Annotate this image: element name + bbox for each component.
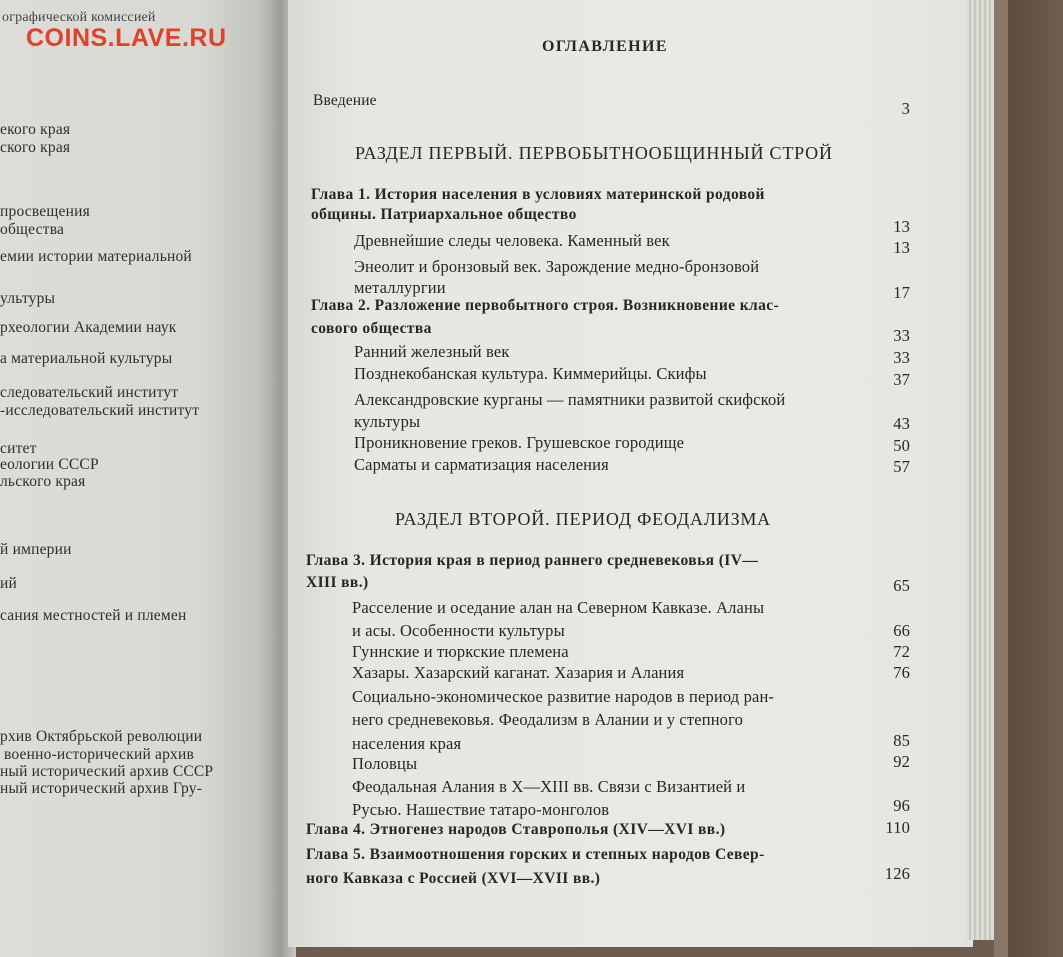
toc-entry: Социально-экономическое развитие народов в период ран- (352, 687, 775, 706)
chapter-3-title: XIII вв.) (306, 574, 369, 591)
toc-page-number: 85 (893, 731, 910, 750)
left-page-line: емии истории материальной (0, 248, 192, 265)
chapter-2-title: сового общества (311, 320, 432, 337)
left-page-line: еологии СССР (0, 456, 99, 473)
watermark-logo: COINS.LAVE.RU (26, 24, 227, 52)
toc-entry: и асы. Особенности культуры (352, 621, 565, 640)
chapter-5-title: Глава 5. Взаимоотношения горских и степных народов Север- (306, 846, 765, 863)
left-page-line: льского края (0, 473, 86, 490)
toc-entry: Позднекобанская культура. Киммерийцы. Скифы (354, 364, 707, 383)
left-page-line: ультуры (0, 290, 56, 307)
left-page-line: ный исторический архив Гру- (0, 780, 203, 797)
left-page-line: рхив Октябрьской революции (0, 728, 203, 745)
chapter-1-title: Глава 1. История населения в условиях материнской родовой (311, 186, 765, 203)
left-page-line: просвещения (0, 203, 90, 220)
left-page-line: й империи (0, 541, 72, 558)
left-page-line: ий (0, 575, 17, 592)
toc-page-number: 126 (884, 864, 910, 883)
toc-page-number: 65 (893, 576, 910, 595)
left-page-line: сания местностей и племен (0, 607, 187, 624)
toc-entry: Половцы (352, 754, 418, 773)
left-page-line: военно-исторический архив (4, 746, 195, 763)
toc-page-number: 17 (893, 283, 910, 302)
left-page-line: следовательский институт (0, 384, 179, 401)
chapter-2-title: Глава 2. Разложение первобытного строя. Возникновение клас- (311, 297, 780, 314)
right-page (288, 0, 973, 947)
toc-page-number: 57 (893, 457, 910, 476)
toc-page-number: 13 (893, 238, 910, 257)
chapter-4-title: Глава 4. Этногенез народов Ставрополья (XIV—XVI вв.) (306, 821, 726, 838)
toc-page-number: 76 (893, 663, 910, 682)
left-page-line: ситет (0, 440, 37, 457)
toc-page-number: 33 (893, 348, 910, 367)
toc-entry: Расселение и оседание алан на Северном Кавказе. Аланы (352, 598, 765, 617)
left-page-line: -исследовательский институт (0, 402, 200, 419)
toc-entry: него средневековья. Феодализм в Алании и у степного (352, 710, 743, 729)
toc-entry: Энеолит и бронзовый век. Зарождение медно-бронзовой (354, 257, 760, 276)
toc-page-number: 13 (893, 217, 910, 236)
toc-page-number: 3 (901, 99, 910, 118)
left-page (0, 0, 280, 957)
page-edges (966, 0, 996, 940)
toc-entry: Хазары. Хазарский каганат. Хазария и Алания (352, 663, 685, 682)
toc-entry: металлургии (354, 278, 446, 297)
toc-page-number: 110 (885, 818, 910, 837)
toc-page-number: 96 (893, 796, 910, 815)
toc-title: ОГЛАВЛЕНИЕ (542, 38, 668, 55)
toc-page-number: 92 (893, 752, 910, 771)
section-heading-1: РАЗДЕЛ ПЕРВЫЙ. ПЕРВОБЫТНООБЩИННЫЙ СТРОЙ (355, 143, 833, 163)
toc-entry: культуры (354, 412, 421, 431)
left-page-line: общества (0, 221, 65, 238)
book-cover-edge (994, 0, 1008, 957)
chapter-3-title: Глава 3. История края в период раннего средневековья (IV— (306, 552, 759, 569)
left-page-line: ный исторический архив СССР (0, 763, 214, 780)
toc-page-number: 50 (893, 436, 910, 455)
toc-page-number: 72 (893, 642, 910, 661)
chapter-5-title: ного Кавказа с Россией (XVI—XVII вв.) (306, 870, 601, 887)
toc-entry: Проникновение греков. Грушевское городище (354, 433, 685, 452)
toc-entry: Сарматы и сарматизация населения (354, 455, 609, 474)
toc-entry: Гуннские и тюркские племена (352, 642, 569, 661)
toc-entry: Древнейшие следы человека. Каменный век (354, 231, 670, 250)
toc-page-number: 37 (893, 370, 910, 389)
toc-entry: Ранний железный век (354, 342, 510, 361)
toc-page-number: 33 (893, 326, 910, 345)
toc-intro-label: Введение (313, 92, 377, 109)
left-page-line: ографической комиссией (2, 10, 156, 25)
background-surface (1008, 0, 1063, 957)
left-page-line: ского края (0, 139, 71, 156)
chapter-1-title: общины. Патриархальное общество (311, 206, 577, 223)
toc-entry: Александровские курганы — памятники развитой скифской (354, 390, 786, 409)
left-page-line: екого края (0, 121, 71, 138)
left-page-line: рхеологии Академии наук (0, 319, 177, 336)
toc-entry: Русью. Нашествие татаро-монголов (352, 800, 610, 819)
section-heading-2: РАЗДЕЛ ВТОРОЙ. ПЕРИОД ФЕОДАЛИЗМА (395, 509, 771, 529)
toc-page-number: 66 (893, 621, 910, 640)
toc-entry: Феодальная Алания в X—XIII вв. Связи с Византией и (352, 777, 746, 796)
toc-entry: населения края (352, 734, 462, 753)
left-page-line: а материальной культуры (0, 350, 173, 367)
toc-page-number: 43 (893, 414, 910, 433)
